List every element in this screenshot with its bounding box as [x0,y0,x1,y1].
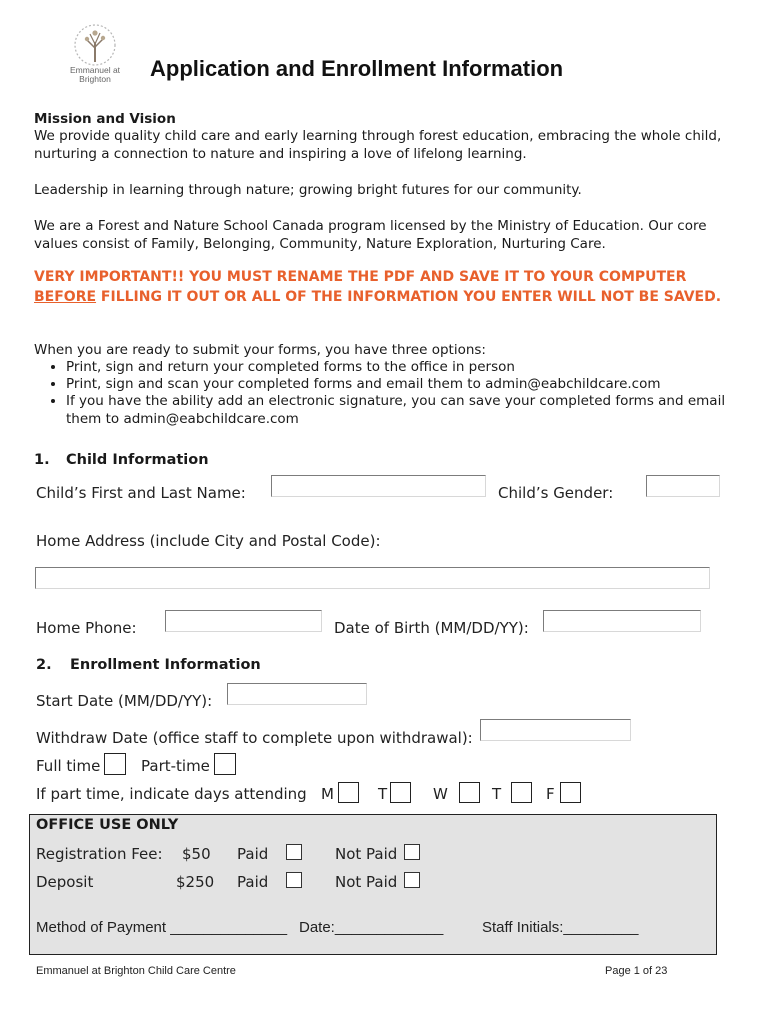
day-checkbox-monday[interactable] [338,782,359,803]
deposit-not-paid-checkbox[interactable] [404,872,420,888]
day-label-friday: F [546,785,555,803]
section-2-number: 2. [36,657,52,673]
part-time-label: Part-time [141,757,210,775]
registration-not-paid-checkbox[interactable] [404,844,420,860]
footer-centre-name: Emmanuel at Brighton Child Care Centre [36,965,236,977]
office-use-heading: OFFICE USE ONLY [36,817,179,833]
important-text-underlined: BEFORE [34,288,97,305]
mission-heading: Mission and Vision [34,111,176,127]
start-date-label: Start Date (MM/DD/YY): [36,692,213,710]
method-of-payment-line: Method of Payment ______________ [36,919,288,936]
full-time-checkbox[interactable] [104,753,126,775]
part-time-checkbox[interactable] [214,753,236,775]
registration-not-paid-label: Not Paid [335,845,398,863]
dob-label: Date of Birth (MM/DD/YY): [334,619,529,637]
program-text: We are a Forest and Nature School Canada program licensed by the Ministry of Education. Our core values consist of Family, Belonging, Community, Nature Exploration, Nurturing Care. [34,218,707,252]
important-text-2: FILLING IT OUT OR ALL OF THE INFORMATION YOU ENTER WILL NOT BE SAVED. [96,288,722,305]
day-checkbox-tuesday[interactable] [390,782,411,803]
staff-initials-line: Staff Initials:_________ [482,919,639,936]
list-item: • If you have the ability add an electronic signature, you can save your completed forms and email them to admin@eabchildcare.com [66,393,746,427]
deposit-amount: $250 [176,873,215,891]
page-title: Application and Enrollment Information [150,56,564,81]
child-gender-field[interactable] [646,475,720,497]
registration-paid-label: Paid [237,845,269,863]
child-gender-label: Child’s Gender: [498,484,614,502]
office-date-line: Date:_____________ [299,919,444,936]
deposit-label: Deposit [36,873,94,891]
withdraw-date-label: Withdraw Date (office staff to complete upon withdrawal): [36,729,473,747]
day-label-tuesday: T [378,785,388,803]
day-checkbox-wednesday[interactable] [459,782,480,803]
registration-fee-label: Registration Fee: [36,845,163,863]
section-2-heading: Enrollment Information [70,657,261,673]
day-label-monday: M [321,785,334,803]
days-attending-label: If part time, indicate days attending [36,785,307,803]
dob-field[interactable] [543,610,701,632]
section-1-heading: Child Information [66,452,209,468]
submit-options-list [36,359,746,428]
deposit-paid-label: Paid [237,873,269,891]
child-name-field[interactable] [271,475,486,497]
list-item: • Print, sign and return your completed forms to the office in person [66,359,746,376]
registration-fee-amount: $50 [182,845,211,863]
page-number: Page 1 of 23 [605,965,668,977]
day-checkbox-thursday[interactable] [511,782,532,803]
submit-intro: When you are ready to submit your forms, you have three options: [34,342,486,358]
home-phone-label: Home Phone: [36,619,137,637]
tree-logo-icon [70,20,120,105]
logo-text: Emmanuel at Brighton [69,65,121,84]
day-label-thursday: T [492,785,502,803]
important-notice [34,268,724,307]
start-date-field[interactable] [227,683,367,705]
full-time-label: Full time [36,757,101,775]
day-label-wednesday: W [433,785,448,803]
registration-paid-checkbox[interactable] [286,844,302,860]
important-text-1: VERY IMPORTANT!! YOU MUST RENAME THE PDF AND SAVE IT TO YOUR COMPUTER [34,269,687,285]
deposit-not-paid-label: Not Paid [335,873,398,891]
home-address-field[interactable] [35,567,710,589]
deposit-paid-checkbox[interactable] [286,872,302,888]
section-1-number: 1. [34,452,50,468]
home-address-label: Home Address (include City and Postal Code): [36,532,381,550]
day-checkbox-friday[interactable] [560,782,581,803]
leadership-text: Leadership in learning through nature; growing bright futures for our community. [34,182,582,198]
mission-text: We provide quality child care and early learning through forest education, embracing the whole child, nurturing a connection to nature and inspiring a love of lifelong learning. [34,128,722,162]
withdraw-date-field[interactable] [480,719,631,741]
child-name-label: Child’s First and Last Name: [36,484,246,502]
home-phone-field[interactable] [165,610,322,632]
list-item: • Print, sign and scan your completed forms and email them to admin@eabchildcare.com [66,376,746,393]
logo [70,20,120,105]
